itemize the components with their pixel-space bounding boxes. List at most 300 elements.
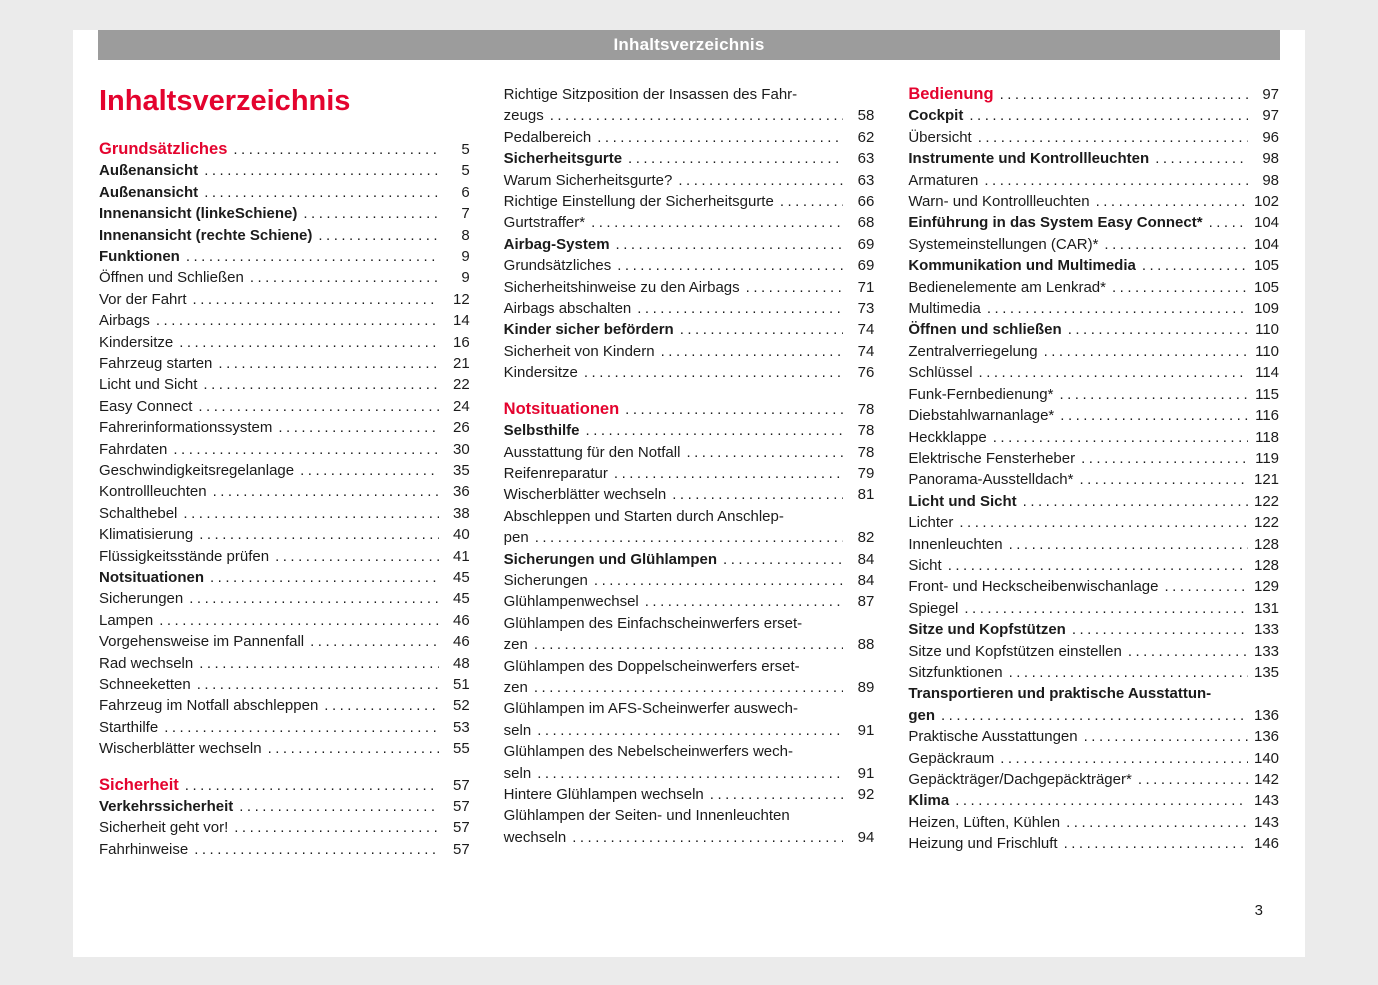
toc-leader-dots (586, 420, 844, 441)
toc-page-number: 73 (857, 300, 875, 318)
toc-row-label: Transportieren und praktische Ausstattun- (908, 685, 1212, 703)
toc-row (504, 255, 875, 276)
toc-row-label: Öffnen und schließen (908, 321, 1062, 339)
toc-row-line (504, 362, 875, 383)
toc-leader-dots (723, 549, 843, 570)
toc-row-label: Sitze und Kopfstützen einstellen (908, 642, 1122, 660)
toc-row (99, 439, 470, 460)
toc-leader-dots (637, 298, 843, 319)
toc-row-line (504, 191, 875, 212)
toc-section-row (99, 775, 470, 796)
toc-row-line (504, 212, 875, 233)
toc-row-line (99, 631, 470, 652)
toc-row-line (99, 203, 470, 224)
toc-leader-dots (278, 417, 438, 438)
toc-row-label: Glühlampen im AFS-Scheinwerfer auswech- (503, 700, 798, 718)
toc-row-label: Sicherungen (503, 571, 588, 589)
toc-row-line (99, 417, 470, 438)
toc-row (908, 812, 1279, 833)
toc-leader-dots (1000, 748, 1248, 769)
toc-row-line (504, 298, 875, 319)
toc-row-line (908, 448, 1279, 469)
toc-row (908, 641, 1279, 662)
toc-row-label: Hintere Glühlampen wechseln (503, 786, 704, 803)
toc-row (504, 570, 875, 591)
toc-row-label: Airbags abschalten (503, 300, 632, 318)
toc-row (504, 277, 875, 298)
toc-page-number: 30 (452, 440, 470, 458)
toc-row-line (99, 310, 470, 331)
toc-row-line (504, 255, 875, 276)
toc-row-label: Innenansicht (linkeSchiene) (99, 205, 298, 223)
toc-leader-dots (1096, 191, 1248, 212)
toc-row-label: Notsituationen (503, 399, 620, 418)
toc-row-label: Funk-Fernbedienung* (908, 385, 1054, 403)
toc-row (99, 524, 470, 545)
toc-row-line (504, 784, 875, 805)
toc-row-line (908, 255, 1279, 276)
toc-row-label: Multimedia (908, 300, 981, 318)
toc-row-label: Innenleuchten (908, 535, 1003, 553)
toc-page-number: 129 (1253, 578, 1280, 596)
toc-leader-dots (1155, 148, 1248, 169)
toc-leader-dots (250, 267, 439, 288)
toc-row-line (504, 720, 875, 741)
toc-row-label: Sitzfunktionen (908, 663, 1003, 681)
toc-leader-dots (537, 720, 843, 741)
toc-row-line (504, 277, 875, 298)
toc-row-label: Ausstattung für den Notfall (503, 443, 681, 461)
toc-row (908, 319, 1279, 340)
toc-row-label: Sicherheit von Kindern (503, 342, 655, 360)
toc-row (504, 298, 875, 319)
toc-leader-dots (1009, 534, 1248, 555)
toc-page-number: 69 (857, 257, 875, 275)
toc-leader-dots (987, 298, 1248, 319)
toc-page-number: 40 (452, 526, 470, 544)
toc-row-label: Starthilfe (99, 718, 159, 736)
toc-row-line (908, 212, 1279, 233)
toc-page-number: 8 (461, 226, 470, 244)
toc-row-label: Grundsätzliches (503, 257, 612, 275)
toc-row-label: Sicherheit (99, 775, 179, 794)
toc-row-line (908, 726, 1279, 747)
toc-leader-dots (210, 567, 439, 588)
toc-row-label: Airbags (99, 312, 150, 330)
toc-leader-dots (1060, 405, 1248, 426)
toc-page-number: 38 (452, 504, 470, 522)
toc-page-number: 89 (857, 678, 875, 696)
toc-row (908, 405, 1279, 426)
toc-row-label: Verkehrssicherheit (99, 798, 234, 816)
page-title: Inhaltsverzeichnis (99, 85, 351, 117)
toc-leader-dots (164, 717, 438, 738)
toc-page-number: 78 (857, 422, 875, 440)
toc-leader-dots (1142, 255, 1248, 276)
toc-row (99, 610, 470, 631)
toc-page-number: 78 (857, 443, 875, 461)
toc-row-line (908, 812, 1279, 833)
toc-row (908, 512, 1279, 533)
toc-leader-dots (159, 610, 438, 631)
toc-leader-dots (535, 527, 844, 548)
toc-page-number: 133 (1253, 621, 1280, 639)
toc-row-label: Schneeketten (99, 676, 191, 694)
toc-row (99, 225, 470, 246)
toc-leader-dots (594, 570, 843, 591)
toc-leader-dots (591, 212, 843, 233)
toc-leader-dots (661, 341, 844, 362)
toc-row-label: Glühlampen des Einfachscheinwerfers erset- (503, 614, 803, 632)
toc-leader-dots (213, 481, 439, 502)
toc-row (504, 341, 875, 362)
toc-leader-dots (534, 634, 843, 655)
toc-row (99, 289, 470, 310)
toc-row-line (908, 191, 1279, 212)
toc-row-label: pen (503, 529, 529, 547)
toc-row (504, 463, 875, 484)
toc-row-label: Easy Connect (99, 397, 193, 415)
toc-leader-dots (686, 442, 843, 463)
toc-row-line (99, 182, 470, 203)
toc-page-number: 122 (1253, 492, 1280, 510)
toc-row (908, 384, 1279, 405)
toc-row (504, 362, 875, 383)
toc-page-number: 140 (1253, 749, 1280, 767)
toc-row-label: Kindersitze (503, 364, 578, 382)
toc-leader-dots (1084, 726, 1248, 747)
toc-row-label: Zentralverriegelung (908, 342, 1038, 360)
toc-row-line (908, 105, 1279, 126)
toc-leader-dots (193, 289, 439, 310)
toc-row (99, 796, 470, 817)
toc-row-label: Praktische Ausstattungen (908, 728, 1078, 746)
toc-page-number: 94 (857, 828, 875, 846)
toc-row-line (504, 549, 875, 570)
toc-row-line (908, 769, 1279, 790)
toc-leader-dots (534, 677, 843, 698)
toc-page-number: 133 (1253, 642, 1280, 660)
toc-page-number: 128 (1253, 535, 1280, 553)
toc-page-number: 57 (452, 819, 470, 837)
toc-row (908, 469, 1279, 490)
toc-row-label: Geschwindigkeitsregelanlage (99, 461, 295, 479)
toc-row-label: Cockpit (908, 107, 964, 125)
page-number: 3 (1254, 902, 1263, 919)
toc-row-label: Richtige Sitzposition der Insassen des Fahr- (503, 86, 798, 103)
toc-leader-dots (194, 839, 438, 860)
toc-row (504, 148, 875, 169)
toc-row-line (504, 234, 875, 255)
toc-page-number: 24 (452, 397, 470, 415)
toc-leader-dots (156, 310, 439, 331)
toc-page-number: 122 (1253, 514, 1280, 532)
toc-page-number: 116 (1255, 407, 1280, 425)
toc-row (99, 695, 470, 716)
toc-row-label: Flüssigkeitsstände prüfen (99, 547, 270, 565)
toc-row-label: Selbsthilfe (503, 422, 580, 440)
toc-page-number: 105 (1253, 257, 1280, 275)
toc-row-line (504, 527, 875, 548)
toc-page-number: 109 (1253, 300, 1280, 318)
toc-leader-dots (1072, 619, 1248, 640)
toc-row-label: Systemeinstellungen (CAR)* (908, 235, 1099, 253)
toc-leader-dots (1079, 469, 1248, 490)
toc-page-number: 58 (857, 107, 875, 125)
toc-page-number: 104 (1253, 214, 1280, 232)
toc-row-line (99, 139, 470, 160)
toc-leader-dots (584, 362, 843, 383)
toc-row-line (504, 442, 875, 463)
toc-row-line (908, 534, 1279, 555)
toc-row (908, 790, 1279, 811)
toc-page-number: 87 (857, 593, 875, 611)
toc-page-number: 131 (1253, 599, 1280, 617)
toc-leader-dots (550, 105, 844, 126)
toc-row-line (908, 341, 1279, 362)
toc-leader-dots (173, 439, 438, 460)
toc-row (504, 84, 875, 127)
toc-page-number: 88 (857, 636, 875, 654)
toc-leader-dots (1064, 833, 1248, 854)
toc-row (99, 717, 470, 738)
toc-row-label: Glühlampen des Nebelscheinwerfers wech- (503, 743, 793, 761)
toc-row (908, 662, 1279, 683)
toc-page-number: 92 (857, 786, 875, 803)
toc-row-line (504, 591, 875, 612)
toc-row (908, 362, 1279, 383)
toc-leader-dots (1138, 769, 1248, 790)
toc-leader-dots (572, 827, 843, 848)
toc-row-line (99, 546, 470, 567)
toc-row-label: Fahrerinformationssystem (99, 419, 273, 437)
toc-row-label: Funktionen (99, 247, 180, 265)
toc-page-number: 55 (452, 740, 470, 758)
toc-page-number: 142 (1253, 771, 1280, 788)
toc-page-number: 57 (452, 840, 470, 858)
toc-page-number: 5 (461, 162, 470, 180)
toc-page-number: 143 (1253, 792, 1280, 810)
toc-page-number: 119 (1255, 449, 1280, 467)
toc-row (504, 319, 875, 340)
toc-row-line (908, 362, 1279, 383)
toc-row-label: Sicherheitshinweise zu den Airbags (503, 278, 740, 296)
toc-row-label: Warn- und Kontrollleuchten (908, 193, 1090, 211)
toc-row (908, 491, 1279, 512)
toc-leader-dots (1128, 641, 1248, 662)
toc-row-label: Lichter (908, 514, 954, 532)
toc-row-label: zen (503, 636, 528, 654)
toc-row-line (504, 399, 875, 420)
toc-row-line (99, 653, 470, 674)
toc-page-number: 81 (857, 486, 875, 504)
toc-column-3 (908, 84, 1279, 860)
toc-row-label: Warum Sicherheitsgurte? (503, 171, 673, 189)
toc-leader-dots (204, 182, 438, 203)
toc-row-line (908, 427, 1279, 448)
toc-row-line (99, 717, 470, 738)
toc-row (908, 127, 1279, 148)
toc-row (504, 191, 875, 212)
toc-row-label: Außenansicht (99, 162, 199, 180)
toc-leader-dots (984, 170, 1248, 191)
toc-row (908, 555, 1279, 576)
toc-page-number: 128 (1253, 556, 1280, 574)
toc-row (908, 769, 1279, 790)
toc-leader-dots (179, 332, 438, 353)
toc-leader-dots (310, 631, 439, 652)
toc-page-number: 57 (452, 776, 470, 794)
toc-row-label: Kinder sicher befördern (503, 321, 674, 339)
toc-leader-dots (597, 127, 843, 148)
header-bar (98, 30, 1280, 60)
toc-leader-dots (198, 396, 438, 417)
toc-leader-dots (186, 246, 439, 267)
toc-row (504, 784, 875, 805)
toc-leader-dots (964, 598, 1248, 619)
header-title: Inhaltsverzeichnis (613, 35, 765, 54)
toc-leader-dots (189, 588, 438, 609)
toc-page-number: 136 (1253, 728, 1280, 746)
toc-row-line (99, 674, 470, 695)
toc-row-label: Pedalbereich (503, 128, 592, 146)
toc-row-line (99, 160, 470, 181)
toc-row (908, 683, 1279, 726)
toc-row-line (504, 484, 875, 505)
toc-row (504, 442, 875, 463)
toc-row-label: Klimatisierung (99, 526, 194, 544)
toc-page-number: 104 (1253, 235, 1280, 253)
toc-leader-dots (1066, 812, 1248, 833)
toc-row-line (908, 405, 1279, 426)
toc-row-line (99, 588, 470, 609)
toc-section-row (908, 84, 1279, 105)
toc-row (504, 212, 875, 233)
toc-page-number: 9 (461, 247, 470, 265)
toc-row-label: seln (503, 721, 532, 739)
toc-leader-dots (678, 170, 843, 191)
toc-row (908, 833, 1279, 854)
toc-row (908, 212, 1279, 233)
toc-row-label: Vorgehensweise im Pannenfall (99, 633, 305, 651)
toc-row-label: Sicherheit geht vor! (99, 819, 229, 837)
toc-row-line (99, 289, 470, 310)
toc-row (504, 506, 875, 549)
toc-row-label: Sicherheitsgurte (503, 150, 623, 168)
toc-row (99, 481, 470, 502)
toc-page-number: 74 (857, 321, 875, 339)
toc-row-label: gen (908, 706, 936, 724)
toc-page-number: 78 (857, 400, 875, 418)
toc-row-label: Innenansicht (rechte Schiene) (99, 226, 313, 244)
toc-row (908, 234, 1279, 255)
toc-page-number: 135 (1253, 663, 1280, 681)
toc-leader-dots (318, 225, 438, 246)
toc-row-line (99, 353, 470, 374)
toc-section-row (99, 139, 470, 160)
toc-leader-dots (625, 399, 843, 420)
toc-row (99, 839, 470, 860)
toc-row (504, 127, 875, 148)
toc-row-line (99, 396, 470, 417)
toc-leader-dots (204, 160, 438, 181)
toc-row-line (504, 420, 875, 441)
toc-row (504, 420, 875, 441)
toc-row-label: Fahrhinweise (99, 840, 189, 858)
toc-page-number: 6 (461, 183, 470, 201)
toc-leader-dots (218, 353, 438, 374)
toc-page-number: 97 (1262, 86, 1280, 103)
toc-row (99, 353, 470, 374)
toc-row-label: Reifenreparatur (503, 464, 608, 482)
toc-row-line (908, 298, 1279, 319)
toc-row-line (908, 148, 1279, 169)
toc-leader-dots (197, 674, 439, 695)
toc-leader-dots (978, 127, 1248, 148)
toc-leader-dots (1112, 277, 1248, 298)
toc-page-number: 63 (857, 171, 875, 189)
toc-row (504, 549, 875, 570)
toc-row (908, 576, 1279, 597)
toc-row-line (908, 127, 1279, 148)
toc-row-label: Schlüssel (908, 364, 973, 382)
toc-leader-dots (672, 484, 843, 505)
toc-row-line (99, 817, 470, 838)
toc-row (908, 298, 1279, 319)
toc-row-line (504, 634, 875, 655)
toc-leader-dots (234, 817, 438, 838)
toc-page-number: 53 (452, 718, 470, 736)
toc-row-label: zeugs (503, 107, 544, 125)
toc-row-line (504, 827, 875, 848)
toc-leader-dots (645, 591, 844, 612)
toc-leader-dots (616, 234, 844, 255)
toc-row-label: Übersicht (908, 128, 972, 146)
toc-row-label: Glühlampenwechsel (503, 593, 639, 611)
toc-row-label: Bedienung (908, 85, 994, 103)
toc-page-number: 5 (461, 140, 470, 158)
toc-leader-dots (199, 653, 438, 674)
toc-row (504, 698, 875, 741)
toc-row-label: Sicht (908, 556, 942, 574)
toc-row-label: Airbag-System (503, 235, 610, 253)
toc-page-number: 79 (857, 464, 875, 482)
toc-row-line (504, 570, 875, 591)
toc-row-line (504, 105, 875, 126)
toc-leader-dots (1164, 576, 1248, 597)
toc-row-line (908, 641, 1279, 662)
toc-row-line (908, 662, 1279, 683)
toc-row (99, 546, 470, 567)
toc-row-label: Licht und Sicht (908, 492, 1017, 510)
toc-row-line (908, 576, 1279, 597)
toc-leader-dots (233, 139, 438, 160)
toc-leader-dots (1209, 212, 1248, 233)
toc-row-label: wechseln (503, 828, 567, 846)
toc-leader-dots (1059, 384, 1248, 405)
toc-leader-dots (1081, 448, 1248, 469)
toc-page-number: 57 (452, 798, 470, 816)
toc-page-number: 118 (1255, 428, 1280, 446)
toc-row-line (908, 170, 1279, 191)
toc-row (99, 417, 470, 438)
toc-page-number: 84 (857, 571, 875, 589)
toc-row-line (908, 319, 1279, 340)
toc-row (99, 203, 470, 224)
toc-row-label: Lampen (99, 611, 154, 629)
toc-row (504, 170, 875, 191)
toc-row (99, 503, 470, 524)
